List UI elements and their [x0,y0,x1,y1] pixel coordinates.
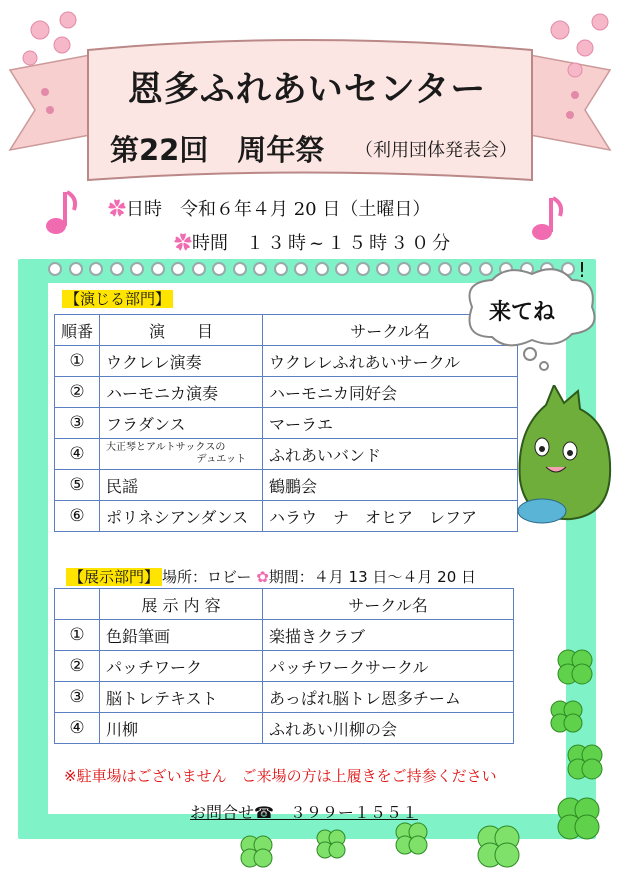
table-row: ⑤ 民謡 鶴鵬会 [55,470,518,501]
exhibit-table [54,588,514,744]
music-note-icon [530,194,566,244]
table-row: ④ 大正琴とアルトサックスの デュエット ふれあいバンド [55,439,518,470]
event-subtitle-note: （利用団体発表会） [355,140,517,161]
blossom-icon: ✿ [174,233,192,254]
ring-icon [151,262,165,276]
table-row: ① ウクレレ演奏 ウクレレふれあいサークル [55,346,518,377]
ring-icon [294,262,308,276]
table-row: ⑥ ポリネシアンダンス ハラウ ナ オヒア レフア [55,501,518,532]
blossom-icon: ✿ [108,199,126,220]
table-header: 展 示 内 容 サークル名 [55,589,514,620]
contact-info: お問合せ☎ ３９９ー１５５１ [190,803,418,822]
ring-icon [315,262,329,276]
ring-icon [438,262,452,276]
ring-icon [171,262,185,276]
parking-notice: ※駐車場はございません ご来場の方は上履きをご持参ください [64,767,497,785]
event-date: ✿日時 令和６年４月 20 日（土曜日） [108,199,431,220]
ring-icon [89,262,103,276]
table-row: ② ハーモニカ演奏 ハーモニカ同好会 [55,377,518,408]
ring-icon [356,262,370,276]
table-row: ④ 川柳 ふれあい川柳の会 [55,713,514,744]
ring-icon [130,262,144,276]
performance-table [54,314,518,532]
ring-icon [274,262,288,276]
ring-icon [192,262,206,276]
page-title: 恩多ふれあいセンター [127,70,487,110]
callout-text: 来てね [489,300,556,325]
ring-icon [376,262,390,276]
ring-icon [335,262,349,276]
exhibit-info: 【展示部門】 場所：ロビー ✿期間：４月 13 日～４月 20 日 [66,566,476,587]
ring-icon [397,262,411,276]
ring-icon [212,262,226,276]
table-header: 順番 演 目 サークル名 [55,315,518,346]
event-subtitle: 第22回 周年祭 [110,133,325,167]
mascot-character [516,385,612,535]
table-row: ① 色鉛筆画 楽描きクラブ [55,620,514,651]
music-note-icon [44,188,80,238]
ring-icon [110,262,124,276]
ring-icon [48,262,62,276]
ring-icon [69,262,83,276]
table-row: ③ 脳トレテキスト あっぱれ脳トレ恩多チーム [55,682,514,713]
callout-mark: ! [578,258,587,282]
table-row: ② パッチワーク パッチワークサークル [55,651,514,682]
ring-icon [253,262,267,276]
table-row: ③ フラダンス マーラエ [55,408,518,439]
blossom-icon: ✿ [256,568,269,586]
event-time: ✿時間 １３時~１５時３０分 [174,233,454,254]
ring-icon [417,262,431,276]
ring-icon [233,262,247,276]
performance-section-label: 【演じる部門】 [62,289,173,309]
